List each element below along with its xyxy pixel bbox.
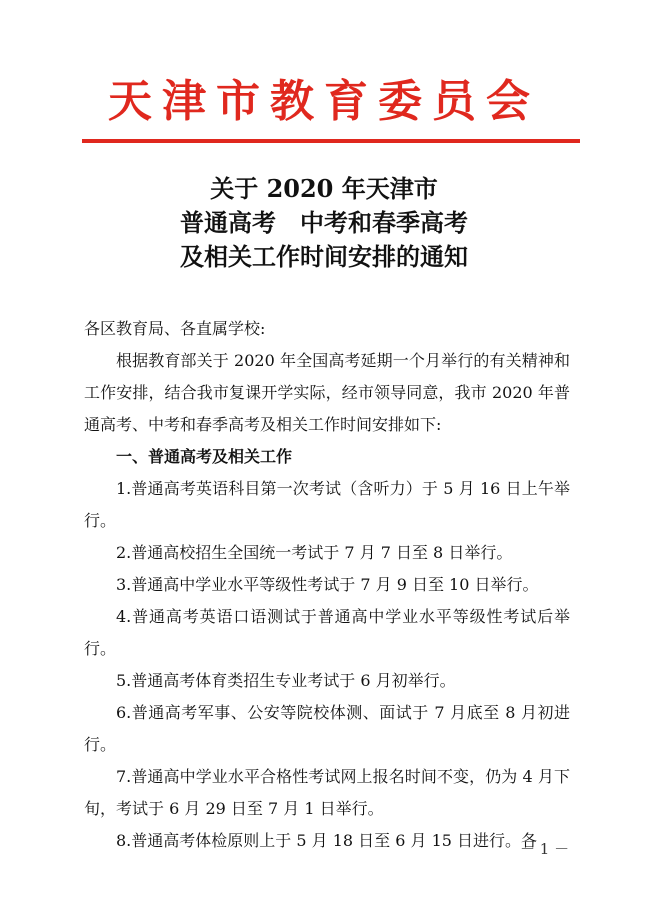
salutation: 各区教育局、各直属学校:	[84, 319, 266, 338]
list-item: 1.普通高考英语科目第一次考试（含听力）于 5 月 16 日上午举行。	[84, 479, 570, 530]
section-heading-1: 一、普通高考及相关工作	[116, 447, 293, 466]
issuing-authority-header: 天津市教育委员会	[108, 76, 540, 127]
list-item: 5.普通高考体育类招生专业考试于 6 月初举行。	[116, 671, 456, 690]
document-title-line-2: 普通高考 中考和春季高考	[180, 208, 468, 237]
document-title-line-3: 及相关工作时间安排的通知	[180, 242, 468, 271]
list-item: 7.普通高中学业水平合格性考试网上报名时间不变，仍为 4 月下旬，考试于 6 月 29 日至 7 月 1 日举行。	[84, 767, 570, 818]
list-item: 6.普通高考军事、公安等院校体测、面试于 7 月底至 8 月初进行。	[84, 703, 570, 754]
header-red-rule	[82, 139, 580, 143]
list-item: 3.普通高中学业水平等级性考试于 7 月 9 日至 10 日举行。	[116, 575, 539, 594]
intro-paragraph: 根据教育部关于 2020 年全国高考延期一个月举行的有关精神和工作安排，结合我市复课开学实际，经市领导同意，我市 2020 年普通高考、中考和春季高考及相关工作时间安排如下:	[84, 351, 570, 434]
list-item: 4.普通高考英语口语测试于普通高中学业水平等级性考试后举行。	[84, 607, 570, 658]
document-body	[84, 313, 570, 857]
list-item: 2.普通高校招生全国统一考试于 7 月 7 日至 8 日举行。	[116, 543, 513, 562]
list-item: 8.普通高考体检原则上于 5 月 18 日至 6 月 15 日进行。各	[116, 831, 538, 850]
page-number: － 1 －	[520, 840, 570, 858]
document-title	[0, 172, 648, 274]
document-title-line-1: 关于 2020 年天津市	[210, 174, 438, 203]
